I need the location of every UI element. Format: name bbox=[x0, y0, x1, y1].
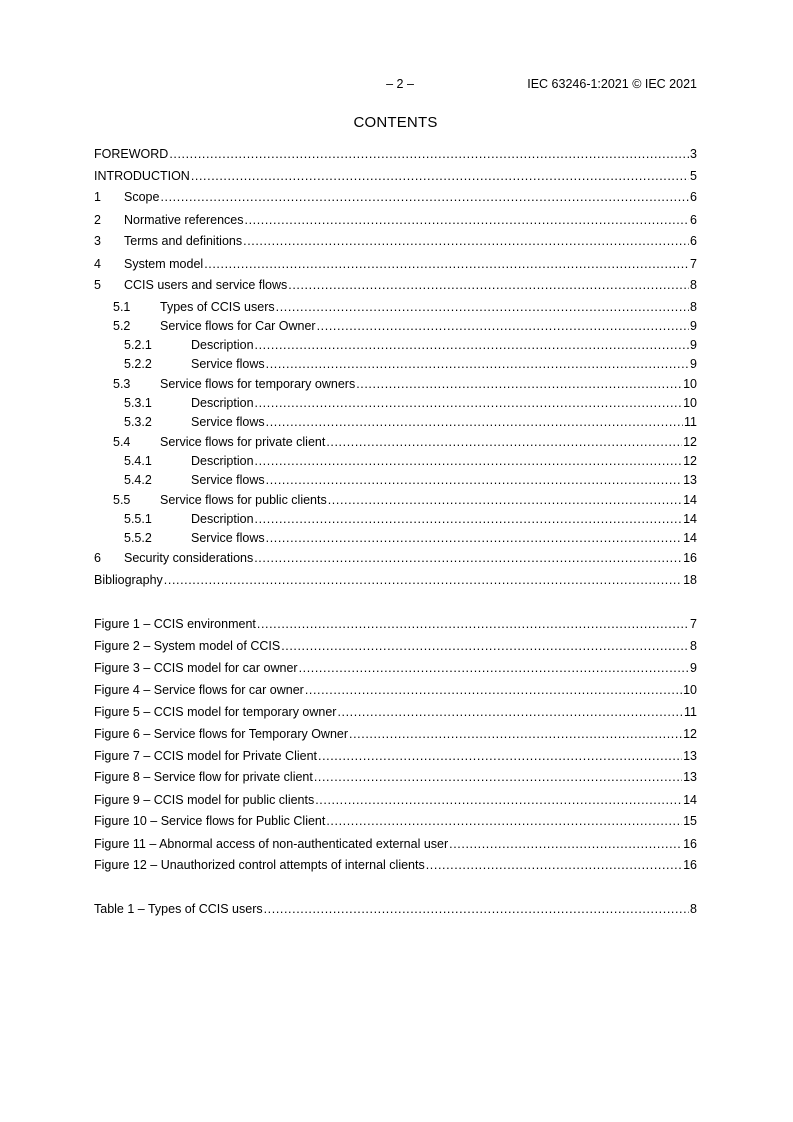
figure-page: 8 bbox=[690, 639, 697, 653]
toc-leader bbox=[288, 277, 689, 293]
figure-entry-9[interactable] bbox=[94, 792, 697, 808]
toc-title: Description bbox=[191, 454, 254, 468]
toc-title: Service flows for temporary owners bbox=[160, 377, 356, 391]
toc-entry-5-2[interactable] bbox=[113, 318, 697, 334]
toc-page: 9 bbox=[690, 319, 697, 333]
toc-number: 2 bbox=[94, 213, 101, 227]
toc-number: 6 bbox=[94, 551, 101, 565]
toc-title: FOREWORD bbox=[94, 147, 169, 161]
toc-entry-introduction[interactable] bbox=[94, 168, 697, 184]
toc-page: 10 bbox=[683, 377, 697, 391]
toc-number: 4 bbox=[94, 257, 101, 271]
toc-leader bbox=[255, 337, 690, 353]
toc-entry-5-4-1[interactable] bbox=[124, 453, 697, 469]
toc-leader bbox=[266, 356, 689, 372]
toc-leader bbox=[449, 836, 682, 852]
figure-entry-7[interactable] bbox=[94, 748, 697, 764]
figure-title: Figure 8 – Service flow for private client bbox=[94, 770, 313, 784]
toc-leader bbox=[191, 168, 689, 184]
toc-entry-5-2-1[interactable] bbox=[124, 337, 697, 353]
toc-number: 5.5.1 bbox=[124, 512, 152, 526]
toc-entry-5-2-2[interactable] bbox=[124, 356, 697, 372]
toc-page: 12 bbox=[683, 454, 697, 468]
toc-number: 5.1 bbox=[113, 300, 131, 314]
toc-leader bbox=[266, 530, 682, 546]
toc-leader bbox=[264, 901, 689, 917]
toc-page: 7 bbox=[690, 257, 697, 271]
toc-page: 10 bbox=[683, 396, 697, 410]
figure-entry-1[interactable] bbox=[94, 616, 697, 632]
figure-entry-4[interactable] bbox=[94, 682, 697, 698]
figure-entry-5[interactable] bbox=[94, 704, 697, 720]
toc-leader bbox=[305, 682, 682, 698]
figure-page: 11 bbox=[684, 705, 697, 719]
toc-leader bbox=[164, 572, 682, 588]
page-header bbox=[94, 77, 697, 93]
figure-entry-12[interactable] bbox=[94, 857, 697, 873]
toc-leader bbox=[266, 414, 683, 430]
toc-number: 5.4 bbox=[113, 435, 131, 449]
toc-leader bbox=[315, 792, 682, 808]
figure-title: Figure 4 – Service flows for car owner bbox=[94, 683, 304, 697]
figure-title: Figure 12 – Unauthorized control attempts of internal clients bbox=[94, 858, 425, 872]
toc-leader bbox=[257, 616, 689, 632]
toc-leader bbox=[326, 813, 682, 829]
toc-entry-normative-references[interactable] bbox=[94, 212, 697, 228]
toc-entry-foreword[interactable] bbox=[94, 146, 697, 162]
toc-leader bbox=[281, 638, 689, 654]
toc-page: 11 bbox=[684, 415, 697, 429]
toc-page: 6 bbox=[690, 234, 697, 248]
toc-number: 5.2.1 bbox=[124, 338, 152, 352]
toc-entry-scope[interactable] bbox=[94, 189, 697, 205]
toc-title: Service flows for Car Owner bbox=[160, 319, 316, 333]
toc-entry-5-5[interactable] bbox=[113, 492, 697, 508]
toc-leader bbox=[160, 189, 689, 205]
toc-leader bbox=[276, 299, 689, 315]
toc-page: 13 bbox=[683, 473, 697, 487]
toc-leader bbox=[328, 492, 682, 508]
toc-entry-5-3-2[interactable] bbox=[124, 414, 697, 430]
toc-page: 12 bbox=[683, 435, 697, 449]
toc-entry-system-model[interactable] bbox=[94, 256, 697, 272]
toc-entry-5-4-2[interactable] bbox=[124, 472, 697, 488]
toc-entry-5-3[interactable] bbox=[113, 376, 697, 392]
toc-page: 5 bbox=[690, 169, 697, 183]
figure-page: 16 bbox=[683, 837, 697, 851]
toc-number: 5.2.2 bbox=[124, 357, 152, 371]
table-title: Table 1 – Types of CCIS users bbox=[94, 902, 263, 916]
toc-leader bbox=[349, 726, 682, 742]
toc-leader bbox=[204, 256, 689, 272]
figure-entry-3[interactable] bbox=[94, 660, 697, 676]
figure-page: 9 bbox=[690, 661, 697, 675]
toc-leader bbox=[337, 704, 683, 720]
toc-number: 5 bbox=[94, 278, 101, 292]
toc-title: Bibliography bbox=[94, 573, 163, 587]
toc-entry-5-5-2[interactable] bbox=[124, 530, 697, 546]
standard-reference: IEC 63246-1:2021 © IEC 2021 bbox=[527, 77, 697, 91]
figure-title: Figure 2 – System model of CCIS bbox=[94, 639, 281, 653]
toc-number: 5.2 bbox=[113, 319, 131, 333]
toc-page: 8 bbox=[690, 300, 697, 314]
figure-page: 13 bbox=[683, 749, 697, 763]
toc-page: 14 bbox=[683, 512, 697, 526]
toc-page: 6 bbox=[690, 213, 697, 227]
toc-leader bbox=[318, 748, 682, 764]
toc-leader bbox=[169, 146, 689, 162]
toc-page: 8 bbox=[690, 278, 697, 292]
toc-leader bbox=[426, 857, 682, 873]
toc-title: CCIS users and service flows bbox=[124, 278, 288, 292]
figure-page: 12 bbox=[683, 727, 697, 741]
toc-leader bbox=[255, 453, 683, 469]
toc-title: Service flows bbox=[191, 473, 265, 487]
toc-title: Scope bbox=[124, 190, 160, 204]
figure-title: Figure 7 – CCIS model for Private Client bbox=[94, 749, 318, 763]
toc-title: Service flows bbox=[191, 531, 265, 545]
toc-leader bbox=[326, 434, 682, 450]
toc-page: 9 bbox=[690, 338, 697, 352]
toc-title: INTRODUCTION bbox=[94, 169, 190, 183]
toc-leader bbox=[317, 318, 689, 334]
figure-title: Figure 11 – Abnormal access of non-authenticated external user bbox=[94, 837, 449, 851]
toc-entry-5-3-1[interactable] bbox=[124, 395, 697, 411]
contents-title: CONTENTS bbox=[353, 114, 438, 131]
figure-page: 7 bbox=[690, 617, 697, 631]
toc-title: Service flows for private client bbox=[160, 435, 326, 449]
toc-entry-ccis-users[interactable] bbox=[94, 277, 697, 293]
toc-title: Service flows for public clients bbox=[160, 493, 327, 507]
figure-entry-10[interactable] bbox=[94, 813, 697, 829]
toc-number: 5.5 bbox=[113, 493, 131, 507]
toc-number: 5.3.2 bbox=[124, 415, 152, 429]
toc-number: 5.5.2 bbox=[124, 531, 152, 545]
toc-entry-5-4[interactable] bbox=[113, 434, 697, 450]
toc-page: 3 bbox=[690, 147, 697, 161]
figure-page: 13 bbox=[683, 770, 697, 784]
toc-leader bbox=[254, 550, 682, 566]
figure-title: Figure 3 – CCIS model for car owner bbox=[94, 661, 298, 675]
page-number: – 2 – bbox=[386, 77, 414, 91]
table-entry-1[interactable] bbox=[94, 901, 697, 917]
figure-entry-8[interactable] bbox=[94, 769, 697, 785]
toc-leader bbox=[255, 511, 683, 527]
toc-page: 14 bbox=[683, 493, 697, 507]
toc-entry-bibliography[interactable] bbox=[94, 572, 697, 588]
toc-leader bbox=[314, 769, 682, 785]
toc-number: 3 bbox=[94, 234, 101, 248]
toc-number: 5.4.2 bbox=[124, 473, 152, 487]
figure-entry-2[interactable] bbox=[94, 638, 697, 654]
toc-number: 5.3.1 bbox=[124, 396, 152, 410]
toc-leader bbox=[243, 233, 689, 249]
toc-title: Description bbox=[191, 396, 254, 410]
toc-number: 5.3 bbox=[113, 377, 131, 391]
toc-title: Security considerations bbox=[124, 551, 254, 565]
toc-leader bbox=[266, 472, 682, 488]
toc-title: Service flows bbox=[191, 415, 265, 429]
toc-page: 16 bbox=[683, 551, 697, 565]
toc-title: Normative references bbox=[124, 213, 244, 227]
toc-entry-5-5-1[interactable] bbox=[124, 511, 697, 527]
toc-page: 9 bbox=[690, 357, 697, 371]
toc-leader bbox=[356, 376, 682, 392]
figure-page: 15 bbox=[683, 814, 697, 828]
toc-title: Description bbox=[191, 512, 254, 526]
table-page: 8 bbox=[690, 902, 697, 916]
toc-number: 5.4.1 bbox=[124, 454, 152, 468]
figure-page: 16 bbox=[683, 858, 697, 872]
figure-entry-11[interactable] bbox=[94, 836, 697, 852]
toc-title: Types of CCIS users bbox=[160, 300, 275, 314]
toc-entry-terms-and-definitions[interactable] bbox=[94, 233, 697, 249]
figure-title: Figure 9 – CCIS model for public clients bbox=[94, 793, 315, 807]
figure-page: 14 bbox=[683, 793, 697, 807]
figure-title: Figure 5 – CCIS model for temporary owner bbox=[94, 705, 337, 719]
figure-title: Figure 6 – Service flows for Temporary Owner bbox=[94, 727, 349, 741]
toc-title: Service flows bbox=[191, 357, 265, 371]
figure-title: Figure 1 – CCIS environment bbox=[94, 617, 256, 631]
toc-page: 14 bbox=[683, 531, 697, 545]
figure-page: 10 bbox=[683, 683, 697, 697]
toc-entry-security-considerations[interactable] bbox=[94, 550, 697, 566]
toc-page: 18 bbox=[683, 573, 697, 587]
toc-title: Terms and definitions bbox=[124, 234, 243, 248]
toc-page: 6 bbox=[690, 190, 697, 204]
figure-entry-6[interactable] bbox=[94, 726, 697, 742]
toc-entry-5-1[interactable] bbox=[113, 299, 697, 315]
toc-title: Description bbox=[191, 338, 254, 352]
toc-number: 1 bbox=[94, 190, 101, 204]
toc-title: System model bbox=[124, 257, 204, 271]
figure-title: Figure 10 – Service flows for Public Client bbox=[94, 814, 326, 828]
toc-leader bbox=[299, 660, 689, 676]
toc-leader bbox=[255, 395, 683, 411]
toc-leader bbox=[245, 212, 690, 228]
